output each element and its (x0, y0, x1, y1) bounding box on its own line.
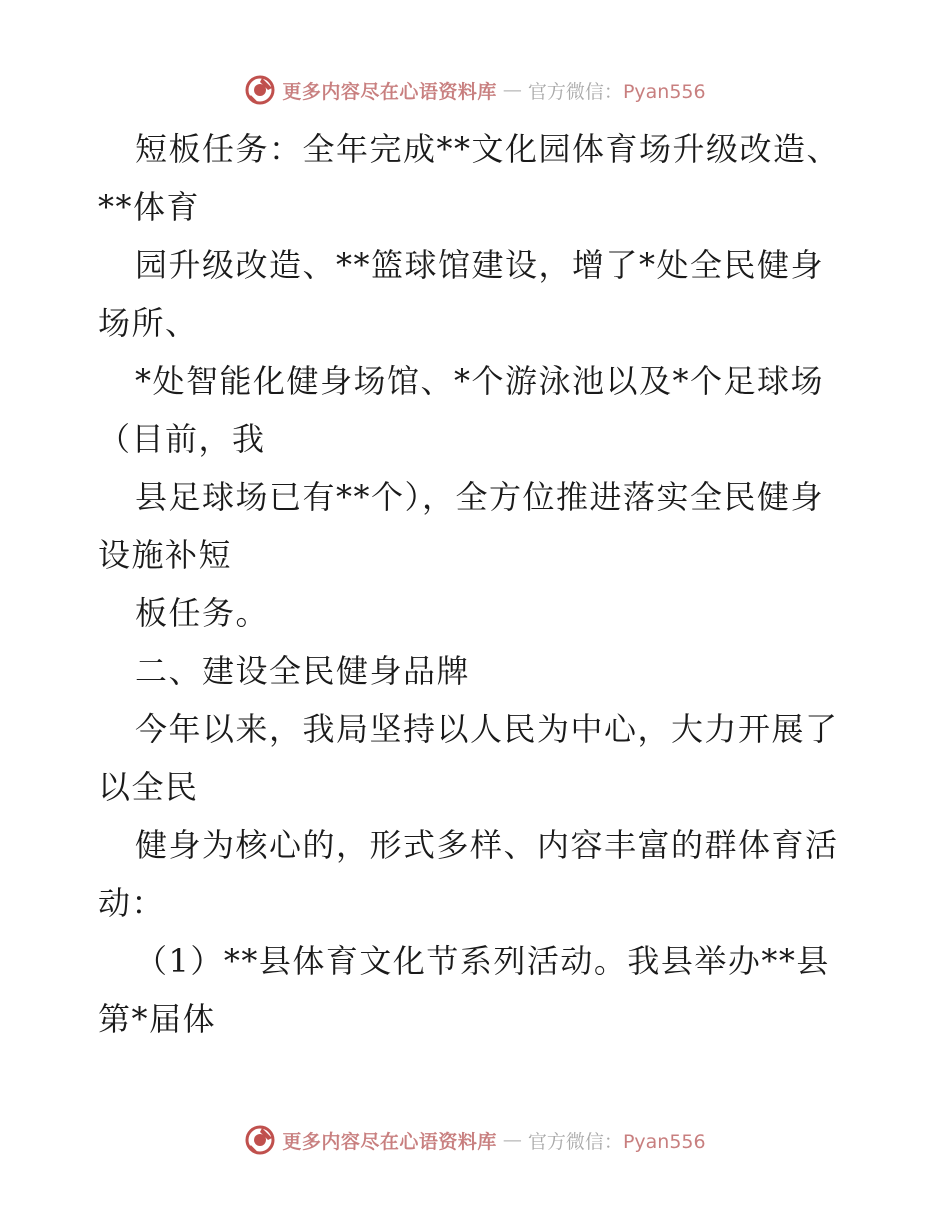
text-line: *处智能化健身场馆、*个游泳池以及*个足球场 (135, 362, 825, 400)
footer-watermark (0, 1122, 950, 1158)
watermark-contact (528, 77, 706, 104)
logo-icon (244, 74, 276, 106)
text-line: 第*届体 (98, 1000, 217, 1038)
watermark-separator: — (502, 79, 522, 101)
watermark-contact (528, 1127, 706, 1154)
text-line: 场所、 (98, 304, 199, 342)
text-line: 设施补短 (98, 536, 233, 574)
text-line: 动： (98, 884, 166, 922)
header-watermark (0, 72, 950, 108)
watermark-text: 更多内容尽在心语资料库 (282, 80, 497, 103)
text-line: 园升级改造、**篮球馆建设，增了*处全民健身 (135, 246, 825, 284)
text-line: 以全民 (98, 768, 199, 806)
logo-icon (244, 1124, 276, 1156)
watermark-contact-value: Pyan556 (622, 1130, 706, 1153)
watermark-text: 更多内容尽在心语资料库 (282, 1130, 497, 1153)
watermark-contact-label: 官方微信： (527, 1130, 623, 1153)
text-line: （目前，我 (98, 420, 266, 458)
text-line: 今年以来，我局坚持以人民为中心，大力开展了 (135, 710, 839, 748)
watermark-contact-value: Pyan556 (622, 80, 706, 103)
watermark-contact-label: 官方微信： (527, 80, 623, 103)
text-line: 健身为核心的，形式多样、内容丰富的群体育活 (135, 826, 839, 864)
text-line: （1）**县体育文化节系列活动。我县举办**县 (135, 942, 830, 980)
watermark-separator: — (502, 1129, 522, 1151)
text-line: 板任务。 (135, 594, 270, 632)
text-line: 县足球场已有**个），全方位推进落实全民健身 (135, 478, 825, 516)
text-line: 短板任务：全年完成**文化园体育场升级改造、 (135, 130, 841, 168)
document-body (98, 120, 858, 1048)
text-line: **体育 (98, 188, 201, 226)
section-heading: 二、建设全民健身品牌 (135, 652, 471, 690)
